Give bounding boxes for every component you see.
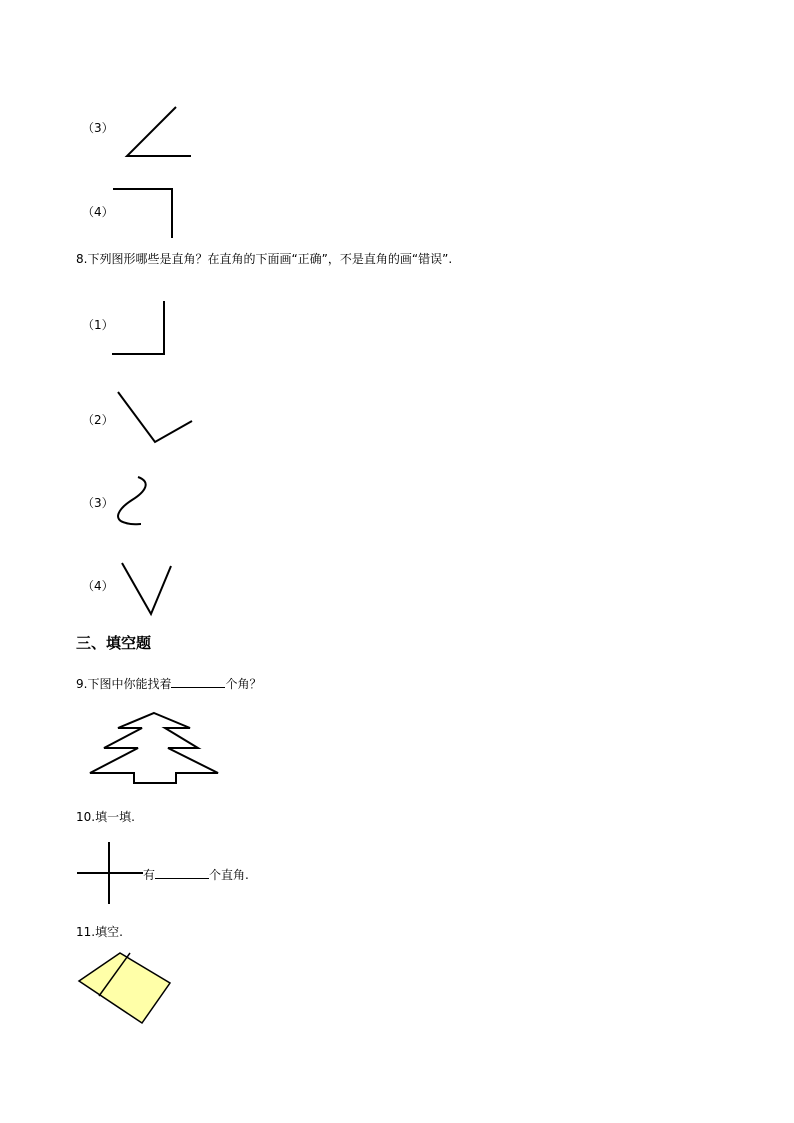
q10-text-before: 有 <box>143 868 156 882</box>
q8-item2-label: （2） <box>82 413 114 427</box>
q7-item4-label: （4） <box>82 205 114 219</box>
q9-text-before: 9.下图中你能找着 <box>76 677 172 691</box>
q10-text-after: 个直角. <box>209 868 249 882</box>
q11-prompt: 11.填空. <box>76 925 123 939</box>
q8-item4-label: （4） <box>82 579 114 593</box>
q10-prompt: 10.填一填. <box>76 810 135 824</box>
q7-item3-label: （3） <box>82 121 114 135</box>
q8-item1-label: （1） <box>82 318 114 332</box>
q8-prompt: 8.下列图形哪些是直角？在直角的下面画“正确”，不是直角的画“错误”. <box>76 252 453 266</box>
q8-item3-label: （3） <box>82 496 114 510</box>
section3-title: 三、填空题 <box>76 634 152 652</box>
q9-text-after: 个角？ <box>225 677 262 691</box>
